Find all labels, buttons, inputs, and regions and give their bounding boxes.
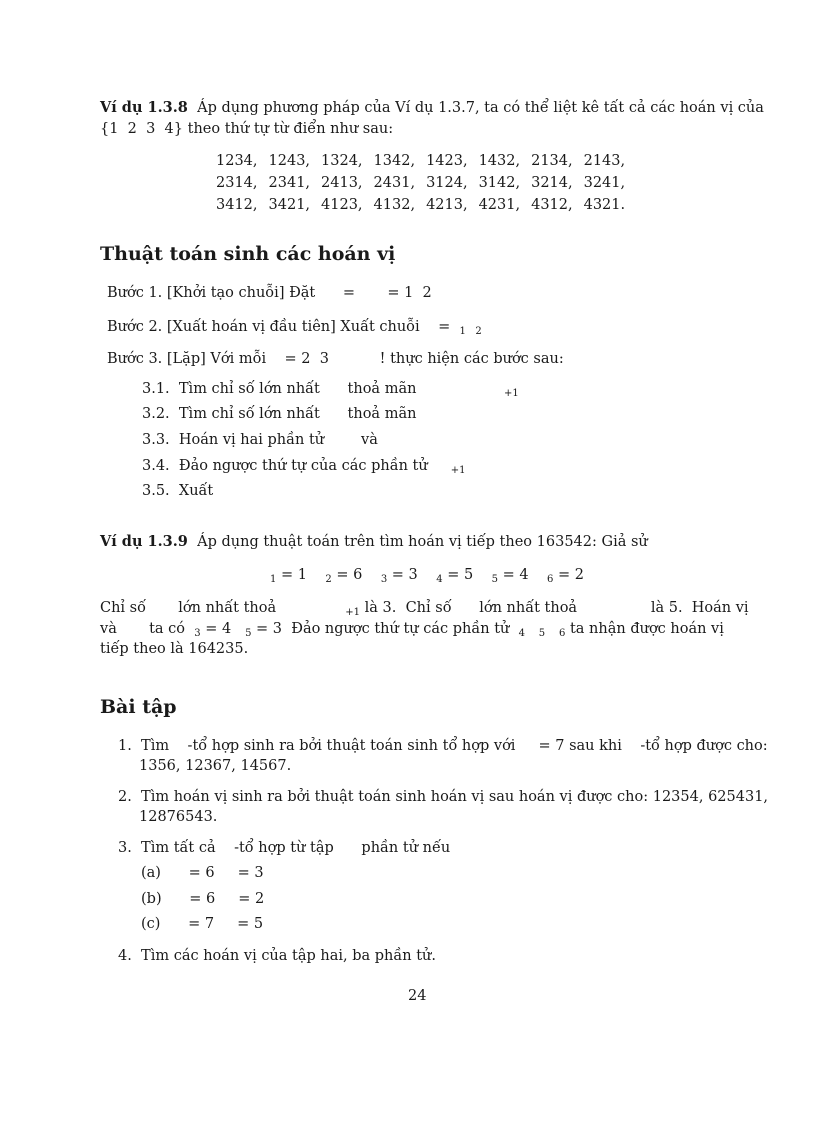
permutation-cell: 3142, [478, 175, 521, 191]
equation-subscript: 4 [436, 574, 443, 585]
permutation-cell: 4123, [321, 197, 363, 213]
equation-subscript: 6 [547, 574, 554, 585]
exercise-3c: (c) = 7 = 5 [141, 916, 264, 932]
permutation-cell: 2143, [583, 153, 626, 169]
exercise-1-line1: 1. Tìm -tổ hợp sinh ra bởi thuật toán sinh tổ hợp với = 7 sau khi -tổ hợp được cho: [118, 738, 768, 754]
example-139-label: Ví dụ 1.3.9 [100, 533, 188, 550]
permutation-cell: 1423, [426, 153, 468, 169]
page-number: 24 [408, 988, 427, 1004]
permutation-table [212, 150, 632, 216]
exercises-heading: Bài tập [100, 696, 177, 718]
algorithm-heading: Thuật toán sinh các hoán vị [100, 243, 396, 265]
algorithm-step-3-1-text: 3.1. Tìm chỉ số lớn nhất thoả mãn [142, 381, 417, 397]
permutation-cell: 4321. [583, 197, 626, 213]
equation-subscript: 2 [325, 574, 332, 585]
algorithm-step-3: Bước 3. [Lặp] Với mỗi = 2 3 ! thực hiện các bước sau: [107, 351, 564, 367]
table-row [212, 150, 632, 172]
example-138-line2: {1 2 3 4} theo thứ tự từ điển như sau: [100, 121, 394, 137]
permutation-cell: 4213, [426, 197, 468, 213]
permutation-cell: 2134, [531, 153, 573, 169]
equation-value: = 1 [276, 567, 326, 583]
equation-value: = 3 [387, 567, 437, 583]
paragraph-subscript: 5 [538, 628, 546, 639]
permutation-cell: 3241, [583, 175, 626, 191]
equation-value: = 5 [442, 567, 492, 583]
permutation-cell: 4231, [478, 197, 521, 213]
exercise-2-line1: 2. Tìm hoán vị sinh ra bởi thuật toán sinh hoán vị sau hoán vị được cho: 12354, 625431, [118, 789, 769, 805]
algorithm-step-3-1-subscript: +1 [504, 388, 519, 399]
table-row [212, 194, 632, 216]
algorithm-step-3-4-text: 3.4. Đảo ngược thứ tự của các phần tử [142, 458, 428, 474]
permutation-cell: 1234, [216, 153, 258, 169]
exercise-3a: (a) = 6 = 3 [141, 865, 264, 881]
exercise-2-line2: 12876543. [139, 809, 218, 825]
paragraph-text: là 5. Hoán vị [650, 600, 749, 616]
equation-value: = 6 [331, 567, 381, 583]
permutation-cell: 4312, [531, 197, 573, 213]
paragraph-text: = 3 Đảo ngược thứ tự các phần tử [256, 621, 510, 637]
permutation-cell: 1432, [478, 153, 521, 169]
algorithm-step-2 [107, 318, 482, 338]
exercise-4: 4. Tìm các hoán vị của tập hai, ba phần tử. [118, 948, 436, 964]
exercise-3: 3. Tìm tất cả -tổ hợp từ tập phần tử nếu [118, 840, 451, 856]
example-139-text: Áp dụng thuật toán trên tìm hoán vị tiếp theo 163542: Giả sử [197, 534, 648, 550]
example-139-equation [270, 566, 584, 586]
paragraph-subscript: 4 [518, 628, 525, 639]
example-139-paragraph-line2 [100, 620, 724, 640]
algorithm-step-2-text: Bước 2. [Xuất hoán vị đầu tiên] Xuất chuỗi = [107, 319, 451, 335]
equation-subscript: 3 [380, 574, 388, 585]
permutation-cell: 2341, [268, 175, 311, 191]
permutation-cell: 3412, [216, 197, 258, 213]
permutation-cell: 3214, [531, 175, 573, 191]
algorithm-step-3-4-subscript: +1 [450, 465, 466, 476]
paragraph-subscript: 6 [558, 628, 566, 639]
paragraph-text: Chỉ số lớn nhất thoả [100, 600, 277, 616]
example-138-line1 [100, 99, 764, 117]
exercise-1-line2: 1356, 12367, 14567. [139, 758, 292, 774]
paragraph-text: ta nhận được hoán vị [569, 621, 724, 637]
paragraph-subscript: +1 [345, 607, 361, 618]
example-139-paragraph-line3: tiếp theo là 164235. [100, 641, 249, 657]
table-row [212, 172, 632, 194]
paragraph-text: = 4 [205, 621, 232, 637]
exercise-3b: (b) = 6 = 2 [141, 891, 265, 907]
permutation-cell: 2431, [373, 175, 416, 191]
paragraph-text: là 3. Chỉ số lớn nhất thoả [364, 600, 578, 616]
equation-subscript: 1 [270, 574, 277, 585]
algorithm-step-3-3: 3.3. Hoán vị hai phần tử và [142, 432, 378, 448]
algorithm-step-2-subscripts: 1 2 [459, 326, 482, 337]
algorithm-step-3-4 [142, 457, 466, 477]
paragraph-subscript: 3 [194, 628, 201, 639]
algorithm-step-3-1 [142, 380, 519, 400]
algorithm-step-3-2: 3.2. Tìm chỉ số lớn nhất thoả mãn [142, 406, 417, 422]
permutation-cell: 2413, [321, 175, 363, 191]
permutation-cell: 1342, [373, 153, 416, 169]
equation-subscript: 5 [491, 574, 498, 585]
example-138-text: Áp dụng phương pháp của Ví dụ 1.3.7, ta có thể liệt kê tất cả các hoán vị của [197, 100, 764, 116]
paragraph-subscript: 5 [245, 628, 252, 639]
example-139-paragraph-line1 [100, 599, 749, 619]
example-139-line1 [100, 533, 648, 551]
algorithm-step-1: Bước 1. [Khởi tạo chuỗi] Đặt = = 1 2 [107, 285, 432, 301]
example-138-label: Ví dụ 1.3.8 [100, 99, 188, 116]
equation-value: = 4 [498, 567, 548, 583]
algorithm-step-3-5: 3.5. Xuất [142, 483, 214, 499]
paragraph-text: và ta có [100, 621, 186, 637]
permutation-cell: 1324, [321, 153, 363, 169]
permutation-cell: 3421, [268, 197, 311, 213]
permutation-cell: 2314, [216, 175, 258, 191]
permutation-cell: 4132, [373, 197, 416, 213]
equation-value: = 2 [553, 567, 584, 583]
permutation-cell: 1243, [268, 153, 311, 169]
permutation-cell: 3124, [426, 175, 468, 191]
